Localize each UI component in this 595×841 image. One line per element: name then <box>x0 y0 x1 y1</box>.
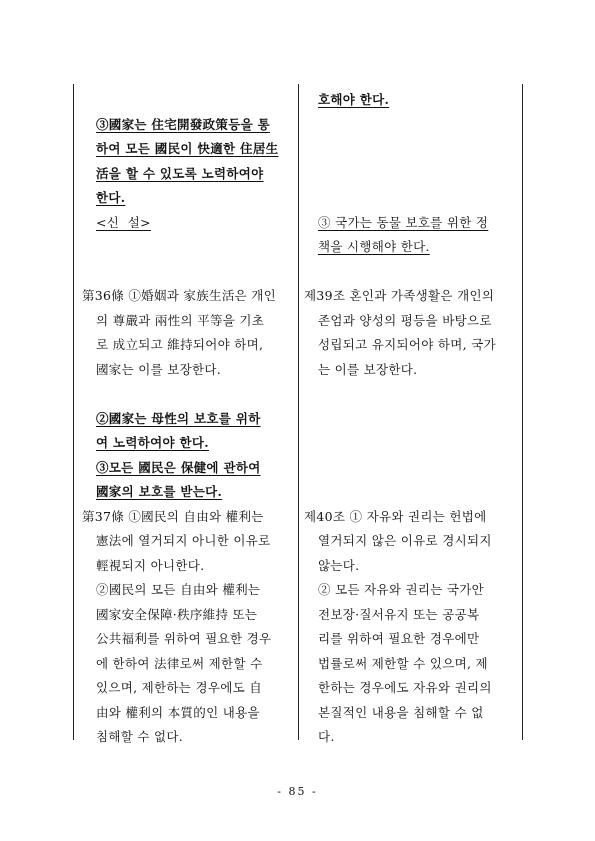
article-39: 제39조 혼인과 가족생활은 개인의 존엄과 양성의 평등을 바탕으로 성립되고 유지되어야 하며, 국가 는 이를 보장한다. <box>304 288 496 377</box>
article-37-clause-2: ②國民의 모든 自由와 權利는 國家安全保障·秩序維持 또는 公共福利를 위하여 필요한 경우 에 한하여 法律로써 제한할 수 있으며, 제한하는 경우에도 自 由와 權利의 本質的인 내용을 침해할 수 없다. <box>96 582 272 744</box>
page-number: - 85 - <box>277 785 318 798</box>
article-36-clause-3: ③모든 國民은 保健에 관하여 國家의 보호를 받는다. <box>96 459 261 499</box>
new-clause-label: <신 설> <box>96 214 151 230</box>
left-border-line <box>73 84 74 740</box>
right-column <box>304 88 518 750</box>
column-divider-line <box>298 84 299 740</box>
right-border-line <box>522 84 523 740</box>
article-36: 第36條 ①婚姻과 家族生活은 개인 의 尊嚴과 兩性의 平等을 기초 로 成立되고 維持되어야 하며, 國家는 이를 보장한다. <box>82 288 277 377</box>
housing-clause: ③國家는 住宅開發政策등을 통 하여 모든 國民이 快適한 住居生 活을 할 수 있도록 노력하여야 한다. <box>96 116 279 205</box>
article-40-clause-2: ② 모든 자유와 권리는 국가안 전보장·질서유지 또는 공공복 리를 위하여 필요한 경우에만 법률로써 제한할 수 있으며, 제 한하는 경우에도 자유와 권리의 본질적인 내용을 침해할 수 없 다. <box>318 582 492 744</box>
article-40: 제40조 ① 자유와 권리는 헌법에 열거되지 않은 이유로 경시되지 않는다. <box>304 508 492 573</box>
article-36-clause-2: ②國家는 母性의 보호를 위하 여 노력하여야 한다. <box>96 410 261 450</box>
article-37: 第37條 ①國民의 自由와 權利는 憲法에 열거되지 아니한 이유로 輕視되지 아니한다. <box>82 508 271 573</box>
animal-protection-clause: ③ 국가는 동물 보호를 위한 정 책을 시행해야 한다. <box>318 214 489 254</box>
continued-clause: 호해야 한다. <box>318 92 390 107</box>
left-column <box>82 88 294 750</box>
